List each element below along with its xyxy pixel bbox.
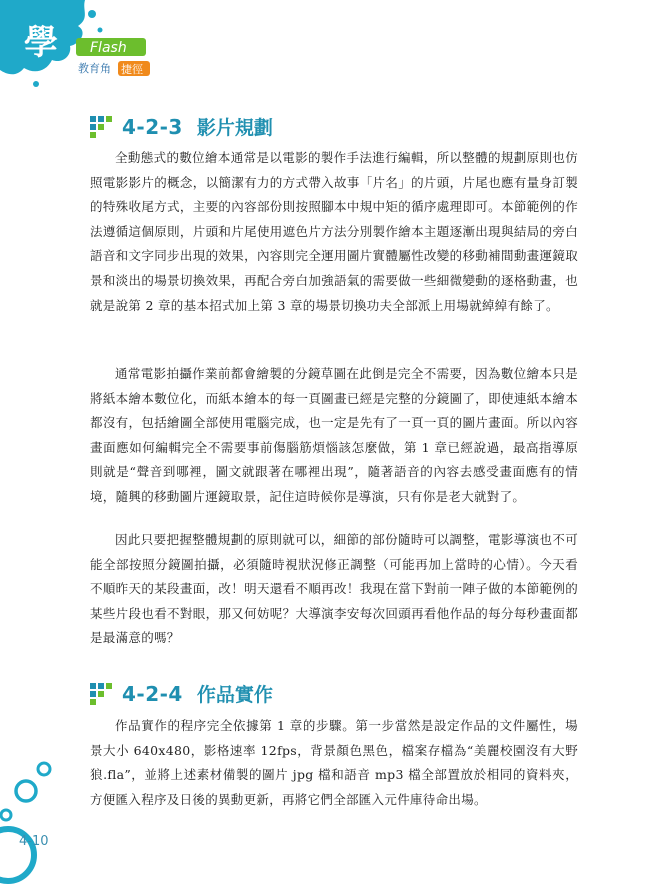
logo-char: 學: [24, 23, 58, 63]
paragraph-2: 通常電影拍攝作業前都會繪製的分鏡草圖在此倒是完全不需要，因為數位繪本只是將紙本繪本數位化，而紙本繪本的每一頁圖畫已經是完整的分鏡圖了，即使連紙本繪本都沒有，包括繪圖全部使用電腦完成，也一定是先有了一頁一頁的圖片畫面。所以內容畫面應如何編輯完全不需要事前傷腦筋煩惱該怎麼做，第 1 章已經說過，最高指導原則就是“聲音到哪裡，圖文就跟著在哪裡出現”，隨著語音的內容去感受畫面應有的情境，隨興的移動圖片運鏡取景，記住這時候你是導演，只有你是老大就對了。: [90, 366, 578, 504]
section-heading-4-2-4: [90, 680, 273, 707]
section-bullet-icon: [90, 683, 112, 705]
section-title: 影片規劃: [196, 117, 273, 139]
section-number: 4-2-3: [122, 114, 183, 139]
paragraph-1: 全動態式的數位繪本通常是以電影的製作手法進行編輯，所以整體的規劃原則也仿照電影影片的概念，以簡潔有力的方式帶入故事「片名」的片頭，片尾也應有量身訂製的特殊收尾方式，主要的內容部份則按照腳本中規中矩的循序處理即可。本節範例的作法遵循這個原則，片頭和片尾使用遮色片方法分別製作繪本主題逐漸出現與結局的旁白語音和文字同步出現的效果，內容則完全運用圖片實體屬性改變的移動補間動畫運鏡取景和淡出的場景切換效果，再配合旁白加強語氣的需要做一些細微變動的逐格動畫，也就是說第 2 章的基本招式加上第 3 章的場景切換功夫全部派上用場就綽綽有餘了。: [90, 150, 578, 313]
page-number: 4-10: [19, 834, 49, 849]
section-bullet-icon: [90, 116, 112, 138]
logo-subtitle-a: 教育角: [78, 62, 111, 75]
logo-subtitle-b: 捷徑: [121, 63, 143, 76]
section-heading-4-2-3: [90, 113, 273, 140]
logo-flash-text: Flash: [90, 40, 127, 56]
header-logo: [0, 0, 200, 100]
paragraph-3: 因此只要把握整體規劃的原則就可以，細節的部份隨時可以調整，電影導演也不可能全部按照分鏡圖拍攝，必須隨時視狀況修正調整（可能再加上當時的心情）。今天看不順昨天的某段畫面，改！明天還看不順再改！我現在當下對前一陣子做的本節範例的某些片段也看不對眼，那又何妨呢？大導演李安每次回頭再看他作品的每分每秒畫面都是最滿意的嗎？: [90, 532, 578, 646]
section-title: 作品實作: [196, 684, 273, 706]
circle-decoration-icon: [0, 755, 80, 889]
section-number: 4-2-4: [122, 681, 183, 706]
paragraph-4: 作品實作的程序完全依據第 1 章的步驟。第一步當然是設定作品的文件屬性，場景大小 640x480，影格速率 12fps，背景顏色黑色，檔案存檔為“美麗校園沒有大野狼.fla”，並將上述素材備製的圖片 jpg 檔和語音 mp3 檔全部置放於相同的資料夾，方便匯入程序及日後的異動更新，再將它們全部匯入元件庫待命出場。: [90, 718, 578, 807]
